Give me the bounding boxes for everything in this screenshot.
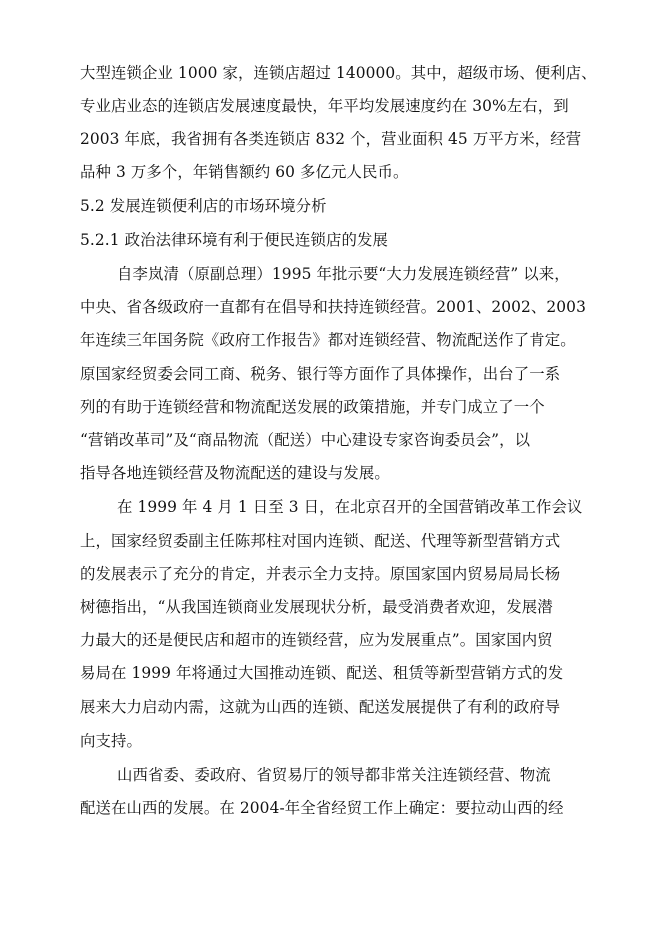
section-heading: 5.2 发展连锁便利店的市场环境分析	[80, 197, 327, 215]
body-text-line: 年连续三年国务院《政府工作报告》都对连锁经营、物流配送作了肯定。	[80, 331, 576, 349]
body-text-line: 自李岚清（原副总理）1995 年批示要“大力发展连锁经营” 以来，	[117, 265, 570, 283]
body-text-line: 专业店业态的连锁店发展速度最快，年平均发展速度约在 30%左右，到	[80, 97, 569, 115]
body-text-line: 向支持。	[80, 732, 142, 750]
body-text-line: 力最大的还是便民店和超市的连锁经营，应为发展重点”。国家国内贸	[80, 631, 553, 649]
body-text-line: 品种 3 万多个，年销售额约 60 多亿元人民币。	[80, 163, 409, 181]
body-text-line: 2003 年底，我省拥有各类连锁店 832 个，营业面积 45 万平方米，经营	[80, 130, 582, 148]
body-text-line: “营销改革司”及“商品物流（配送）中心建设专家咨询委员会”，以	[80, 431, 531, 449]
body-text-line: 展来大力启动内需，这就为山西的连锁、配送发展提供了有利的政府导	[80, 698, 561, 716]
body-text-line: 易局在 1999 年将通过大国推动连锁、配送、租赁等新型营销方式的发	[80, 664, 564, 682]
body-text-line: 指导各地连锁经营及物流配送的建设与发展。	[80, 464, 390, 482]
body-text-line: 的发展表示了充分的肯定，并表示全力支持。原国家国内贸易局局长杨	[80, 565, 561, 583]
body-text-line: 中央、省各级政府一直都有在倡导和扶持连锁经营。2001、2002、2003	[80, 298, 586, 316]
body-text-line: 配送在山西的发展。在 2004-年全省经贸工作上确定：要拉动山西的经	[80, 799, 564, 817]
body-text-line: 原国家经贸委会同工商、税务、银行等方面作了具体操作，出台了一系	[80, 365, 561, 383]
body-text-line: 树德指出，“从我国连锁商业发展现状分析，最受消费者欢迎，发展潜	[80, 598, 553, 616]
body-text-line: 大型连锁企业 1000 家，连锁店超过 140000。其中，超级市场、便利店、	[80, 64, 597, 82]
body-text-line: 列的有助于连锁经营和物流配送发展的政策措施，并专门成立了一个	[80, 398, 545, 416]
body-text-line: 上，国家经贸委副主任陈邦柱对国内连锁、配送、代理等新型营销方式	[80, 532, 561, 550]
subsection-heading: 5.2.1 政治法律环境有利于便民连锁店的发展	[80, 231, 388, 249]
body-text-line: 在 1999 年 4 月 1 日至 3 日，在北京召开的全国营销改革工作会议	[117, 498, 583, 516]
body-text-line: 山西省委、委政府、省贸易厅的领导都非常关注连锁经营、物流	[117, 766, 551, 784]
